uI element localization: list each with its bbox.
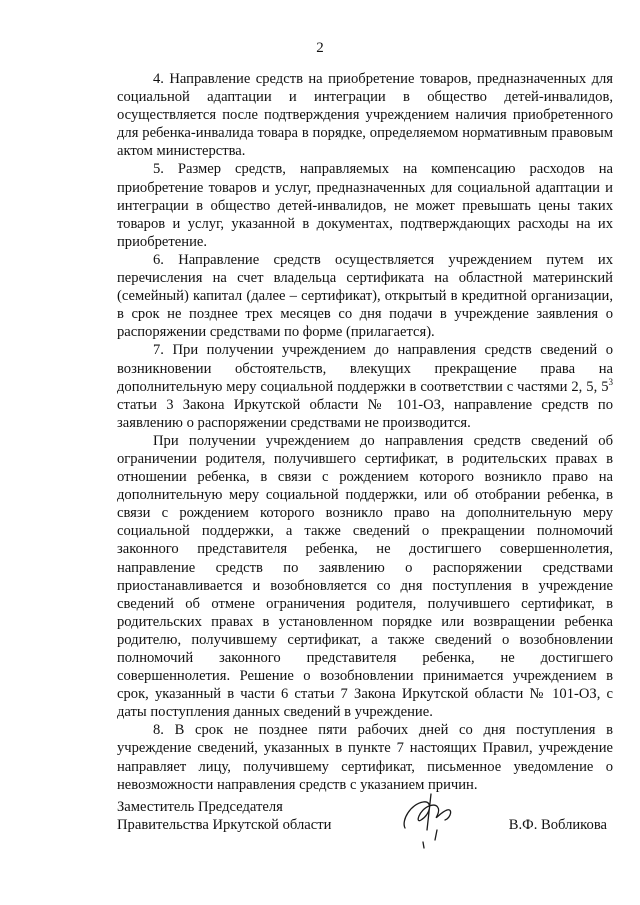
signature-block <box>117 798 613 858</box>
paragraph-7-text-end: статьи 3 Закона Иркутской области № 101-ОЗ, направление средств по заявлению о распоряжении средствами не производится. <box>117 396 613 431</box>
signatory-title-line-1: Заместитель Председателя <box>117 799 283 815</box>
paragraph-7-superscript: 3 <box>608 376 613 387</box>
signatory-name: В.Ф. Вобликова <box>508 817 607 833</box>
paragraph-7 <box>117 341 613 431</box>
paragraph-6: 6. Направление средств осуществляется учреждением путем их перечисления на счет владельца сертификата на областной материнский (семейный) капитал (далее – сертификат), открытый в кредитной организации, в срок не позднее трех месяцев со дня подачи в учреждение заявления о распоряжении средствами по форме (прилагается). <box>117 251 613 341</box>
paragraph-8: 8. В срок не позднее пяти рабочих дней со дня поступления в учреждение сведений, указанных в пункте 7 настоящих Правил, учреждение направляет лицу, получившему сертификат, письменное уведомление о невозможности направления средств с указанием причин. <box>117 722 613 793</box>
document-body <box>117 70 613 794</box>
paragraph-7-continuation: При получении учреждением до направления средств сведений об ограничении родителя, получившего сертификат, в родительских правах в отношении ребенка, в связи с рождением которого возникло право на дополнительную меру социальной поддержки, или об отобрании ребенка, в связи с рождением которого возникло право на дополнительную меру социальной поддержки, а также сведений о прекращении полномочий законного представителя ребенка, не достигшего совершеннолетия, направление средств по заявлению о распоряжении средствами приостанавливается и возобновляется со дня поступления в учреждение сведений об отмене ограничения родителя, получившего сертификат, в родительских правах в установленном порядке или возвращении ребенка родителю, получившему сертификат, а также сведений о возобновлении полномочий законного представителя ребенка, не достигшего совершеннолетия. Решение о возобновлении принимается учреждением в срок, указанный в части 6 статьи 7 Закона Иркутской области № 101-ОЗ, с даты поступления данных сведений в учреждение. <box>117 432 613 721</box>
paragraph-7-text-start: 7. При получении учреждением до направления средств сведений о возникновении обстоятельств, влекущих прекращение права на дополнительную меру социальной поддержки в соответствии с частями 2, 5, 5 <box>117 342 613 395</box>
signatory-title <box>117 798 331 834</box>
signatory-title-line-2: Правительства Иркутской области <box>117 817 332 833</box>
page-number: 2 <box>316 40 324 56</box>
handwritten-signature <box>397 790 467 850</box>
paragraph-4: 4. Направление средств на приобретение товаров, предназначенных для социальной адаптации и интеграции в общество детей-инвалидов, осуществляется после подтверждения учреждением наличия приобретенного для ребенка-инвалида товара в порядке, определяемом нормативным правовым актом министерства. <box>117 71 613 160</box>
paragraph-5: 5. Размер средств, направляемых на компенсацию расходов на приобретение товаров и услуг, предназначенных для социальной адаптации и интеграции в общество детей-инвалидов, не может превышать цены таких товаров и услуг, указанной в документах, подтверждающих расходы на их приобретение. <box>117 161 613 250</box>
